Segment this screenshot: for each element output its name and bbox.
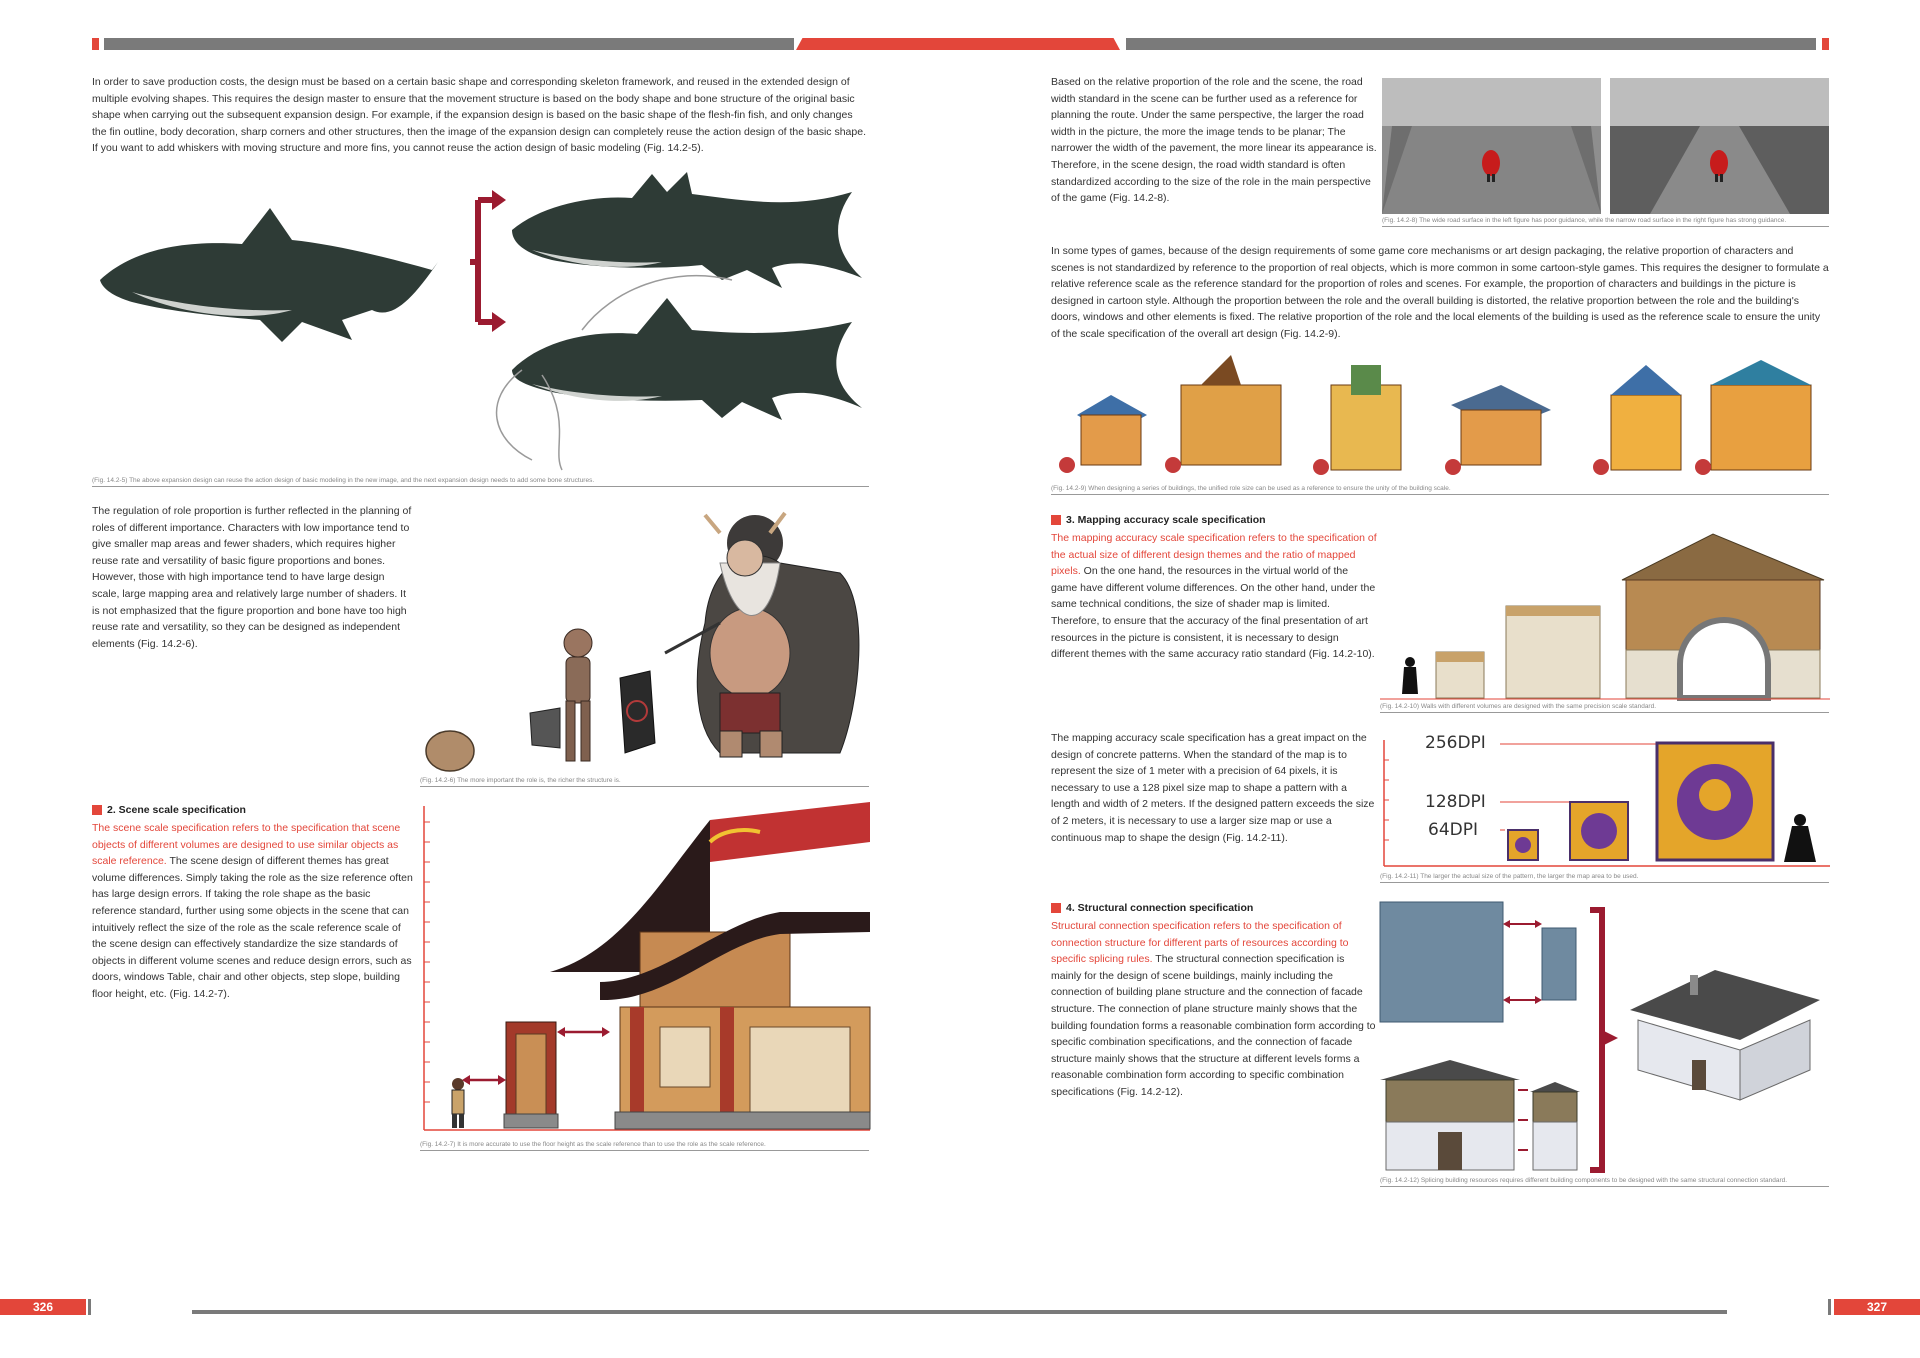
dpi-figure — [1380, 740, 1830, 870]
fig6-caption: (Fig. 14.2-6) The more important the role is, the richer the structure is. — [420, 777, 621, 784]
wall-medium — [1506, 606, 1600, 698]
fig12-divider — [1380, 1186, 1829, 1187]
page-number-left: 326 — [0, 1299, 86, 1315]
section3-marker — [1051, 515, 1061, 525]
plane-large-block — [1380, 902, 1503, 1022]
top-left-bar — [104, 38, 794, 50]
page-number-right: 327 — [1834, 1299, 1920, 1315]
mapping-paragraph: The mapping accuracy scale specification has a great impact on the design of concrete patterns. When the standard of the map is to represent the size of 1 meter with a precision of 64 pixels, it is necessary to use a 128 pixel size map to shape a pattern with a length and width of 2 meters. If the designed pattern exceeds the size of 2 meters, it is necessary to use a larger size map or use a continuous map to shape the design (Fig. 14.2-11). — [1051, 732, 1375, 844]
pattern-128 — [1570, 802, 1628, 860]
cartoon-building-6 — [1695, 360, 1811, 475]
scale-role — [452, 1078, 464, 1128]
imp-character — [530, 629, 655, 761]
scale-building-figure — [420, 802, 870, 1140]
footer-line — [192, 1310, 1727, 1314]
fig11-caption: (Fig. 14.2-11) The larger the actual size of the pattern, the larger the map area to be used. — [1380, 873, 1639, 880]
fig10-divider — [1380, 712, 1829, 713]
fig8-caption: (Fig. 14.2-8) The wide road surface in the left figure has poor guidance, while the narrow road surface in the right figure has strong guidance. — [1382, 217, 1787, 224]
fig11-divider — [1380, 882, 1829, 883]
dpi-label-64: 64DPI — [1428, 820, 1478, 840]
section3-heading — [1051, 514, 1266, 526]
fig12-caption: (Fig. 14.2-12) Splicing building resources requires different building components to be designed with the same structural connection standard. — [1380, 1177, 1788, 1184]
section3-highlight: The mapping accuracy scale specification refers to the specification of the actual size of different design themes and the ratio of mapped pixels. — [1051, 532, 1377, 578]
assembled-house — [1630, 970, 1820, 1100]
cartoon-buildings-figure — [1051, 355, 1829, 483]
walls-figure — [1380, 534, 1830, 702]
left-intro-paragraph: In order to save production costs, the design must be based on a certain basic shape and corresponding skeleton framework, and reused in the extended design of multiple evolving shapes. This requires the design master to ensure that the movement structure is based on the body shape and bone structure of the original basic shape when carrying out the subsequent expansion design. For example, if the expansion design is based on the basic shape of the flesh-fin fish, and only changes the fin outline, body decoration, sharp corners and other structures, then the image of the expansion design can completely reuse the action design of the basic shape. If you want to add whiskers with moving structure and more fins, you cannot reuse the action design of basic modeling (Fig. 14.2-5). — [92, 76, 866, 155]
toad-character — [426, 731, 474, 771]
pattern-256 — [1657, 743, 1773, 860]
facade-house — [1380, 1060, 1580, 1170]
fig10-caption: (Fig. 14.2-10) Walls with different volumes are designed with the same precision scale standard. — [1380, 703, 1657, 710]
section2-heading — [92, 804, 246, 816]
connection-figure — [1380, 900, 1830, 1175]
section2-highlight: The scene scale specification refers to the specification that scene objects of different volumes are designed to use similar objects as scale reference. — [92, 822, 401, 868]
section4-body: The structural connection specification is mainly for the design of scene buildings, mainly including the connection of building plane structure and the connection of facade structure. The connection of plane structure mainly shows that the building foundation forms a reasonable combination form according to specific combination specifications, and the connection of facade structure mainly shows that the structure at different levels forms a reasonable combination form according to specific combination specifications (Fig. 14.2-12). — [1051, 953, 1376, 1098]
road-paragraph: Based on the relative proportion of the role and the scene, the road width standard in the scene can be further used as a reference for planning the route. Under the same perspective, the larger the road width in the picture, the more the image tends to be planar; The narrower the width of the pavement, the more linear its appearance is. Therefore, in the scene design, the road width standard is often standardized according to the size of the role in the main perspective of the game (Fig. 14.2-8). — [1051, 76, 1377, 205]
dpi-label-256: 256DPI — [1425, 733, 1486, 753]
section4-highlight: Structural connection specification refers to the specification of connection structure for different parts of resources according to specific splicing rules. — [1051, 920, 1349, 966]
fig5-divider — [92, 486, 869, 487]
fig6-divider — [420, 786, 869, 787]
section2-paragraph — [92, 820, 414, 1003]
boss-character — [665, 513, 859, 757]
base-fish-shape — [100, 208, 438, 342]
section4-paragraph — [1051, 918, 1377, 1101]
cartoon-building-4 — [1445, 385, 1551, 475]
cartoon-building-1 — [1059, 395, 1147, 473]
top-right-bar — [1126, 38, 1816, 50]
section2-heading-text: 2. Scene scale specification — [107, 804, 246, 816]
footer-right-tick — [1828, 1299, 1831, 1315]
fig9-divider — [1051, 494, 1829, 495]
section4-heading-text: 4. Structural connection specification — [1066, 902, 1254, 914]
fig7-caption: (Fig. 14.2-7) It is more accurate to use the floor height as the scale reference than to use the role as the scale reference. — [420, 1141, 766, 1148]
section3-heading-text: 3. Mapping accuracy scale specification — [1066, 514, 1266, 526]
fish-figure — [92, 170, 882, 475]
footer-left-tick — [88, 1299, 91, 1315]
cartoon-building-2 — [1165, 355, 1281, 473]
cartoon-paragraph: In some types of games, because of the design requirements of some game core mechanisms or art design packaging, the relative proportion of characters and scenes is not standardized by reference to the proportion of real objects, which is more common in some cartoon-style games. This requires the designer to formulate a relative reference scale as the reference standard for the proportion of roles and scenes. For example, the proportion of characters and buildings in the picture is designed in cartoon style. Although the proportion between the role and the overall building is distorted, the relative proportion between the role and the building's doors, windows and other elements is fixed. The relative proportion of the role and the local elements of the building is used as the reference scale to ensure the unity of the scale specification of the overall art design (Fig. 14.2-9). — [1051, 245, 1829, 340]
fig9-caption: (Fig. 14.2-9) When designing a series of buildings, the unified role size can be used as a reference to ensure the unity of the building scale. — [1051, 485, 1451, 492]
section3-paragraph — [1051, 530, 1377, 663]
cartoon-building-3 — [1313, 365, 1401, 475]
road-narrow-image — [1610, 78, 1829, 214]
pattern-64 — [1508, 830, 1538, 860]
wall-small — [1436, 652, 1484, 698]
fig5-caption: (Fig. 14.2-5) The above expansion design can reuse the action design of basic modeling in the new image, and the next expansion design needs to add some bone structures. — [92, 477, 595, 484]
expansion-fish-upper — [512, 172, 862, 288]
section3-body: On the one hand, the resources in the virtual world of the game have different volume differences. On the other hand, under the same technical conditions, the size of shader map is limited. Therefore, to ensure that the accuracy of the final presentation of art resources in the picture is consistent, it is necessary to design different themes with the same accuracy ratio standard (Fig. 14.2-10). — [1051, 565, 1376, 661]
fig7-divider — [420, 1150, 869, 1151]
top-left-accent — [92, 38, 99, 50]
small-gate — [504, 1022, 558, 1128]
characters-figure — [420, 503, 870, 778]
top-center-red-band — [796, 38, 1120, 50]
section4-heading — [1051, 902, 1253, 914]
left-proportion-paragraph: The regulation of role proportion is further reflected in the planning of roles of different importance. Characters with low importance tend to give smaller map areas and fewer shaders, which requires higher reuse rate and versatility of basic figure proportions and bones. However, those with high importance tend to have large design scale, large mapping area and relatively large number of shaders. It is not emphasized that the figure proportion and bone have too high reuse rate and versatility, so they can be designed as independent elements (Fig. 14.2-6). — [92, 505, 412, 650]
expansion-fish-lower — [512, 298, 862, 420]
cartoon-building-5 — [1593, 365, 1681, 475]
section2-marker — [92, 805, 102, 815]
ruler-ticks — [424, 822, 430, 1102]
road-wide-image — [1382, 78, 1601, 214]
fig8-divider — [1382, 226, 1829, 227]
dpi-role — [1784, 814, 1816, 862]
wall-gate — [1622, 534, 1824, 698]
section4-marker — [1051, 903, 1061, 913]
top-right-accent — [1822, 38, 1829, 50]
plane-small-block — [1542, 928, 1576, 1000]
wall-role — [1402, 657, 1418, 694]
big-building — [550, 802, 870, 1129]
dpi-label-128: 128DPI — [1425, 792, 1486, 812]
section2-body: The scene design of different themes has great volume differences. Simply taking the role as the size reference often has large design errors. If taking the role shape as the basic reference standard, further using some objects in the scene that can intuitively reflect the size of the role as the scale reference scale of the scene design can effectively standardize the size standards of objects in different volume scenes and reduce design errors, such as doors, windows Table, chair and other objects, step slope, building floor height, etc. (Fig. 14.2-7). — [92, 855, 413, 1000]
